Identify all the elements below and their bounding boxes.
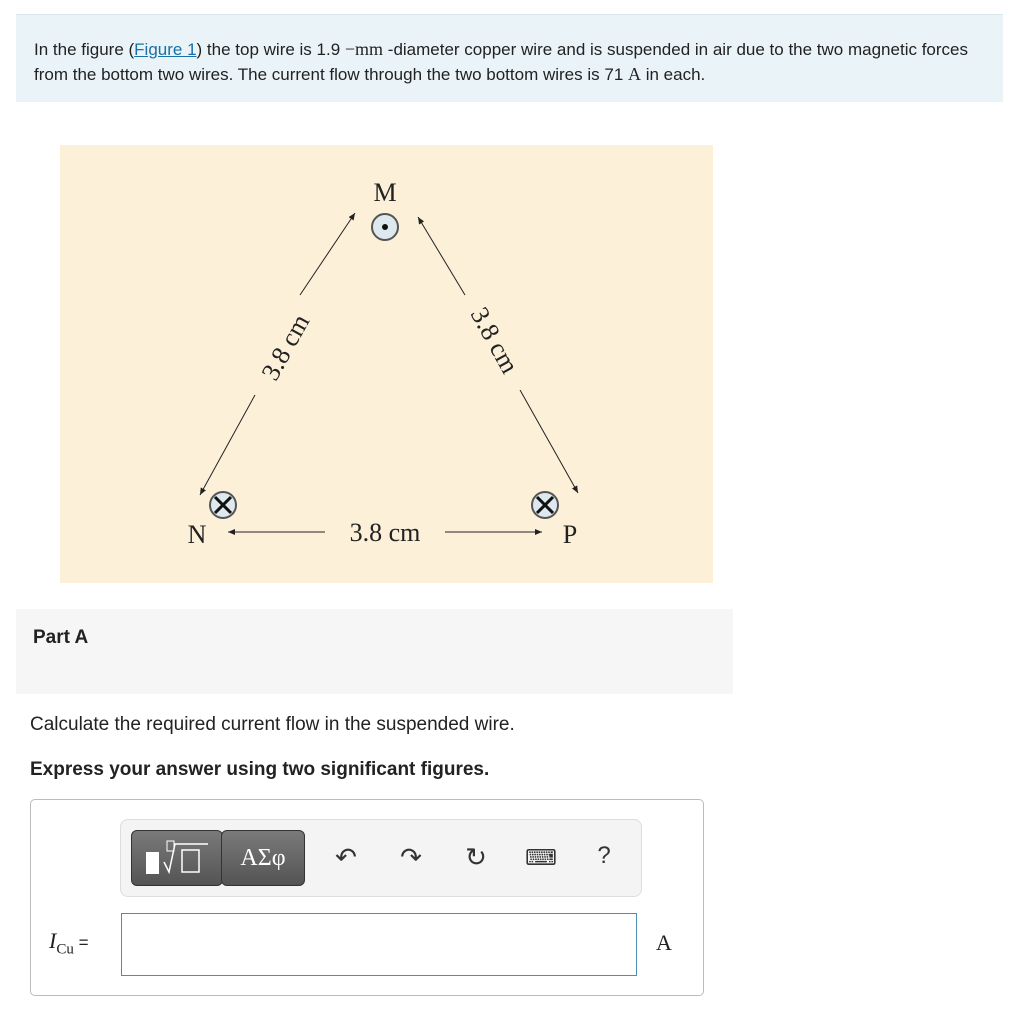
variable: I — [49, 928, 57, 953]
greek-symbols-button[interactable]: ΑΣφ — [221, 830, 305, 886]
instruction-text: Express your answer using two significant figures. — [30, 759, 490, 780]
answer-label — [49, 928, 89, 958]
text: − — [344, 39, 356, 59]
subscript: Cu — [56, 941, 74, 958]
leader-line — [200, 395, 255, 495]
text: mm — [355, 39, 384, 59]
wire-p-in-icon — [532, 492, 558, 518]
text: A — [628, 64, 641, 84]
leader-line — [300, 213, 355, 295]
distance-mp: 3.8 cm — [464, 302, 525, 379]
wire-n-in-icon — [210, 492, 236, 518]
label-m: M — [373, 178, 397, 207]
figure-1 — [60, 145, 713, 583]
answer-box — [30, 799, 704, 996]
reset-icon[interactable]: ↻ — [465, 842, 487, 872]
text: in each. — [641, 65, 706, 84]
math-toolbar — [120, 819, 642, 897]
templates-button[interactable] — [131, 830, 223, 886]
keyboard-icon[interactable]: ⌨ — [525, 845, 557, 870]
unit-label: A — [656, 930, 672, 955]
label-p: P — [562, 520, 578, 549]
problem-statement — [16, 14, 1003, 102]
part-a-header: Part A — [16, 609, 733, 694]
redo-icon[interactable]: ↷ — [400, 842, 422, 872]
wire-m-out-icon — [372, 214, 398, 240]
equals: = — [73, 933, 89, 952]
distance-mn: 3.8 cm — [255, 309, 316, 386]
leader-line — [520, 390, 578, 493]
text: ) the top wire is 1.9 — [196, 40, 345, 59]
label-n: N — [187, 520, 207, 549]
text: In the figure ( — [34, 40, 135, 59]
figure-link[interactable]: Figure 1 — [134, 40, 197, 59]
help-button[interactable]: ? — [597, 842, 611, 869]
undo-icon[interactable]: ↶ — [335, 842, 357, 872]
distance-np: 3.8 cm — [349, 518, 421, 547]
leader-line — [418, 217, 465, 295]
answer-input[interactable] — [121, 913, 637, 976]
question-text: Calculate the required current flow in the suspended wire. — [30, 714, 515, 735]
fraction-root-icon — [142, 838, 212, 878]
text: -diameter copper wire and is suspended in air due to the two magnetic forces from the bottom two wires. The current flow through the two bottom wires is 71 — [34, 40, 968, 84]
